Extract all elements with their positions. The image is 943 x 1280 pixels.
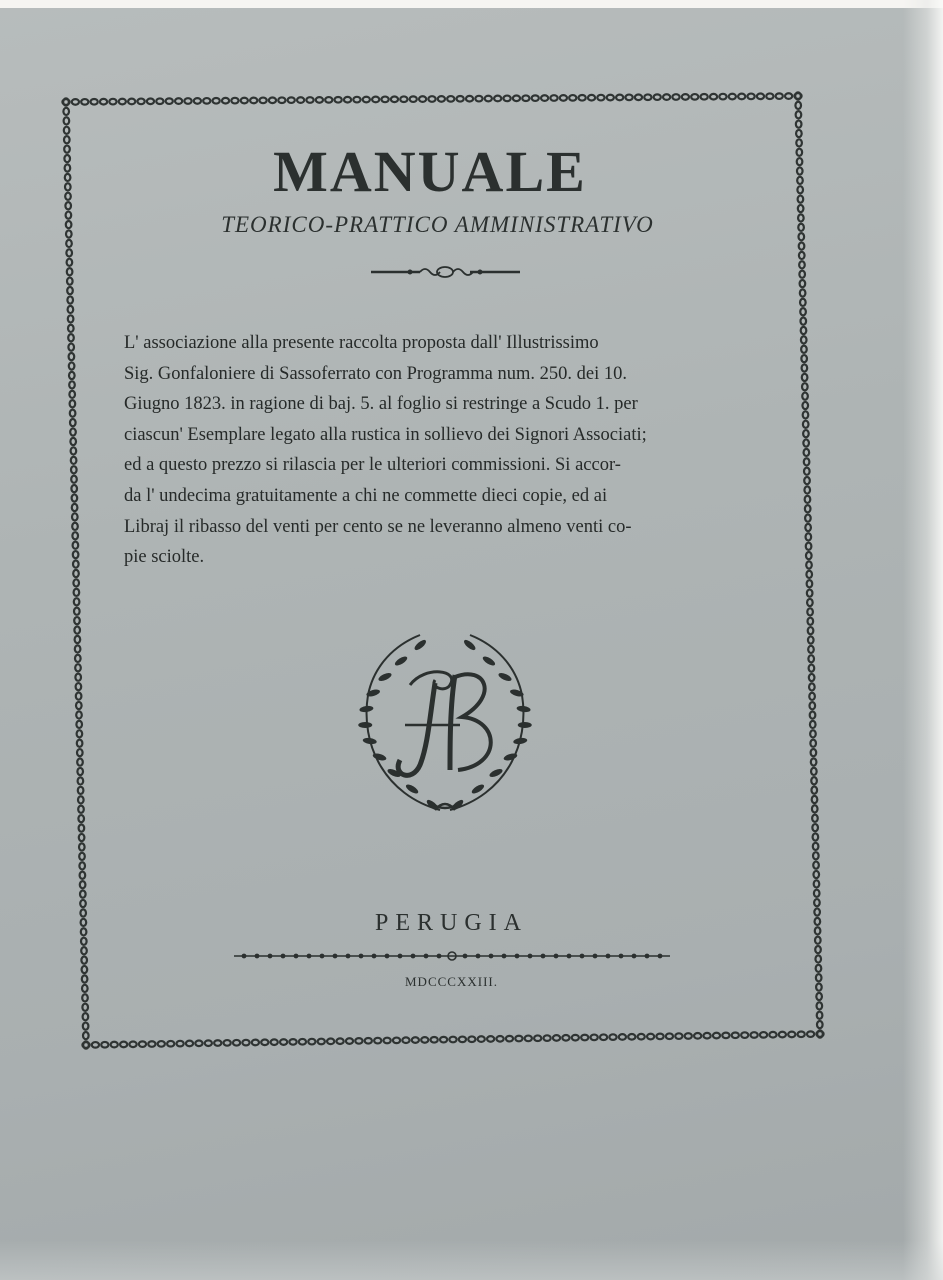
dotted-rule-divider-icon	[232, 948, 672, 964]
notice-line: Sig. Gonfaloniere di Sassoferrato con Programma num. 250. dei 10.	[124, 363, 627, 384]
notice-line: Libraj il ribasso del venti per cento se ne leveranno almeno venti co-	[124, 516, 632, 537]
notice-line: ed a questo prezzo si rilascia per le ulteriori commissioni. Si accor-	[124, 455, 621, 476]
notice-line: L' associazione alla presente raccolta proposta dall' Illustrissimo	[124, 333, 599, 353]
publication-year: MDCCCXXIII.	[405, 974, 498, 989]
laurel-monogram-emblem-icon	[350, 625, 540, 825]
notice-line: ciascun' Esemplare legato alla rustica in sollievo dei Signori Associati;	[124, 424, 647, 445]
page-title: MANUALE	[273, 139, 587, 204]
page-subtitle: TEORICO-PRATTICO AMMINISTRATIVO	[221, 212, 654, 237]
publication-city: PERUGIA	[374, 910, 528, 936]
notice-line: da l' undecima gratuitamente a chi ne commette dieci copie, ed ai	[124, 485, 608, 506]
ornament-divider-icon	[365, 262, 525, 282]
notice-line: pie sciolte.	[124, 547, 205, 568]
notice-line: Giugno 1823. in ragione di baj. 5. al foglio si restringe a Scudo 1. per	[124, 394, 638, 415]
subscription-notice	[124, 328, 766, 573]
